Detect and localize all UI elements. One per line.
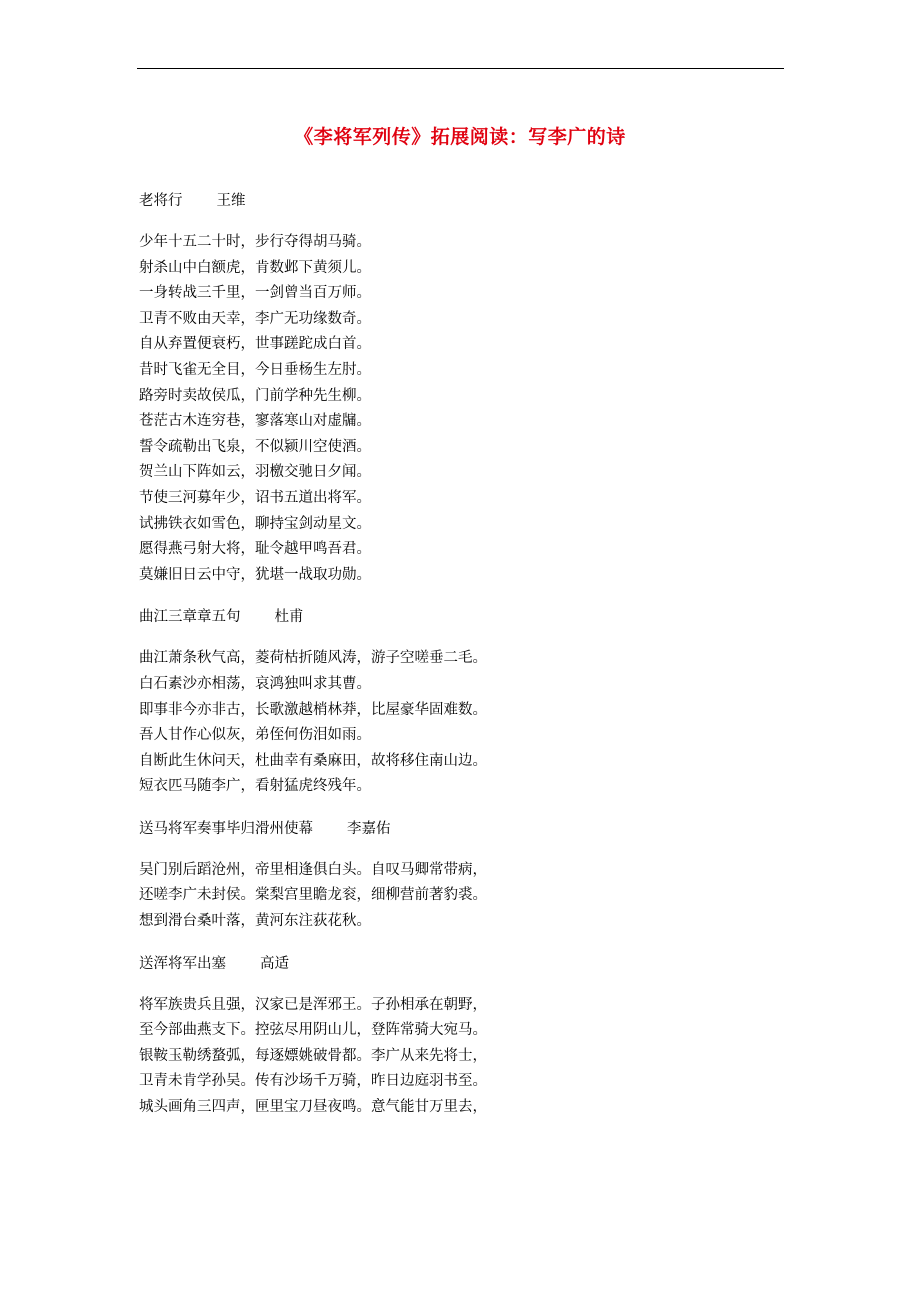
poem-song-hun-jiang-jun bbox=[139, 952, 789, 1121]
poem-heading bbox=[139, 952, 789, 977]
poem-line: 节使三河募年少，诏书五道出将军。 bbox=[139, 489, 371, 506]
poem-line: 愿得燕弓射大将，耻令越甲鸣吾君。 bbox=[139, 541, 371, 558]
poem-author: 高适 bbox=[260, 955, 289, 972]
poem-line: 莫嫌旧日云中守，犹堪一战取功勋。 bbox=[139, 566, 371, 583]
poem-title: 送马将军奏事毕归滑州使幕 bbox=[139, 820, 313, 837]
poem-line: 将军族贵兵且强，汉家已是浑邪王。子孙相承在朝野， bbox=[139, 996, 487, 1013]
poem-line: 想到滑台桑叶落，黄河东注荻花秋。 bbox=[139, 913, 371, 930]
poem-line: 射杀山中白额虎，肯数邺下黄须儿。 bbox=[139, 259, 371, 276]
poem-line: 卫青未肯学孙吴。传有沙场千万骑，昨日边庭羽书至。 bbox=[139, 1073, 487, 1090]
poem-author: 王维 bbox=[216, 193, 246, 209]
poem-heading bbox=[139, 189, 789, 214]
poem-line: 曲江萧条秋气高，菱荷枯折随风涛，游子空嗟垂二毛。 bbox=[139, 650, 487, 667]
poem-title: 曲江三章章五句 bbox=[139, 609, 241, 626]
poem-line: 贺兰山下阵如云，羽檄交驰日夕闻。 bbox=[139, 464, 371, 481]
poem-line: 还嗟李广未封侯。棠梨宫里瞻龙衮，细柳营前著豹裘。 bbox=[139, 887, 487, 904]
poem-line: 银鞍玉勒绣蝥弧，每逐嫖姚破骨都。李广从来先将士， bbox=[139, 1047, 487, 1064]
poem-line: 路旁时卖故侯瓜，门前学种先生柳。 bbox=[139, 387, 371, 404]
poem-lines bbox=[139, 858, 789, 935]
poem-heading bbox=[139, 817, 789, 842]
poem-line: 城头画角三四声，匣里宝刀昼夜鸣。意气能甘万里去， bbox=[139, 1099, 487, 1116]
poem-line: 昔时飞雀无全目，今日垂杨生左肘。 bbox=[139, 361, 371, 378]
poem-line: 吴门别后蹈沧州，帝里相逢俱白头。自叹马卿常带病， bbox=[139, 861, 487, 878]
document-body bbox=[139, 189, 789, 1121]
poem-lines bbox=[139, 230, 789, 588]
poem-line: 吾人甘作心似灰，弟侄何伤泪如雨。 bbox=[139, 727, 371, 744]
poem-line: 苍茫古木连穷巷，寥落寒山对虚牖。 bbox=[139, 413, 371, 430]
poem-qu-jiang bbox=[139, 605, 789, 800]
poem-line: 自从弃置便衰朽，世事蹉跎成白首。 bbox=[139, 336, 371, 353]
poem-title: 老将行 bbox=[139, 193, 183, 209]
poem-line: 试拂铁衣如雪色，聊持宝剑动星文。 bbox=[139, 515, 371, 532]
poem-lines bbox=[139, 993, 789, 1121]
poem-lines bbox=[139, 646, 789, 800]
poem-line: 卫青不败由天幸，李广无功缘数奇。 bbox=[139, 310, 371, 327]
poem-song-ma-jiang-jun bbox=[139, 817, 789, 935]
poem-lao-jiang-xing bbox=[139, 189, 789, 588]
poem-author: 李嘉佑 bbox=[347, 820, 391, 837]
poem-line: 一身转战三千里，一剑曾当百万师。 bbox=[139, 285, 371, 302]
poem-line: 至今部曲燕支下。控弦尽用阴山儿，登阵常骑大宛马。 bbox=[139, 1022, 487, 1039]
poem-author: 杜甫 bbox=[274, 609, 304, 626]
poem-line: 自断此生休问天，杜曲幸有桑麻田，故将移住南山边。 bbox=[139, 752, 487, 769]
poem-line: 即事非今亦非古，长歌激越梢林莽，比屋豪华固难数。 bbox=[139, 701, 487, 718]
header-rule bbox=[137, 68, 784, 69]
poem-line: 誓令疏勒出飞泉，不似颍川空使酒。 bbox=[139, 438, 371, 455]
poem-heading bbox=[139, 605, 789, 630]
poem-line: 白石素沙亦相荡，哀鸿独叫求其曹。 bbox=[139, 675, 371, 692]
poem-title: 送浑将军出塞 bbox=[139, 955, 226, 972]
poem-line: 少年十五二十时，步行夺得胡马骑。 bbox=[139, 234, 371, 250]
document-title: 《李将军列传》拓展阅读：写李广的诗 bbox=[294, 126, 626, 148]
poem-line: 短衣匹马随李广，看射猛虎终残年。 bbox=[139, 778, 371, 795]
